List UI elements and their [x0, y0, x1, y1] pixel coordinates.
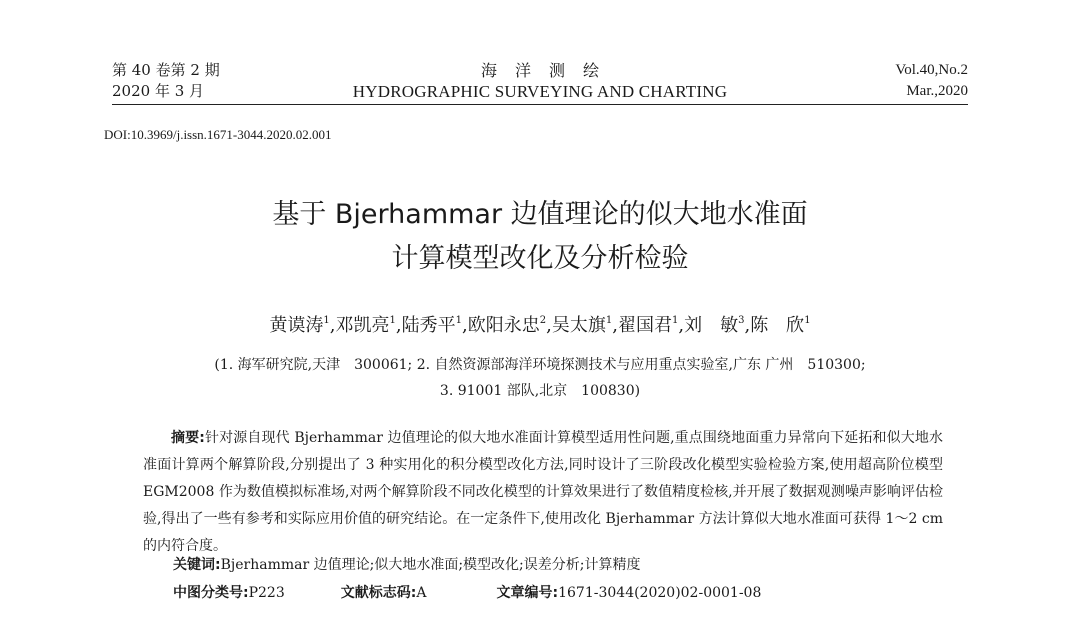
author-affiliation-mark: 1 — [323, 315, 330, 326]
doc-code-value: A — [416, 585, 427, 601]
author-affiliation-mark: 1 — [671, 315, 679, 326]
date-cn: 2020 年 3 月 — [112, 82, 205, 100]
abstract-text: 针对源自现代 Bjerhammar 边值理论的似大地水准面计算模型适用性问题,重点围绕地面重力异常向下延拓和似大地水准面计算两个解算阶段,分别提出了 3 种实用化的积分模型改化方法,同时设计了三阶段改化模型实验检验方案,使用超高阶位模型 EGM2008 作为数值模拟标准场,对两个解算阶段不同改化模型的计算效果进行了数值精度检核,并开展了数据观测噪声影响评估检验,得出了一些有参考和实际应用价值的研究结论。在一定条件下,使用改化 Bjerhammar 方法计算似大地水准面可获得 1～2 cm 的内符合度。 — [143, 430, 943, 554]
author: 翟国君$^1$ — [617, 315, 679, 336]
paper-title — [0, 193, 1080, 281]
author: 黄谟涛$^1$ — [269, 315, 330, 336]
abstract — [143, 425, 943, 560]
affiliations — [0, 352, 1080, 404]
author-affiliation-mark: 2 — [539, 315, 547, 326]
header-divider — [112, 104, 968, 105]
issue-cn: 第 40 卷第 2 期 — [112, 61, 220, 79]
author-affiliation-mark: 1 — [605, 315, 613, 326]
affiliation-line-1: (1. 海军研究院,天津 300061; 2. 自然资源部海洋环境探测技术与应用重点实验室,广东 广州 510300; — [214, 357, 866, 373]
abstract-label: 摘要: — [171, 430, 205, 446]
keywords-text: Bjerhammar 边值理论;似大地水准面;模型改化;误差分析;计算精度 — [220, 557, 641, 573]
doi: DOI:10.3969/j.issn.1671-3044.2020.02.001 — [104, 127, 332, 142]
volume-en: Vol.40,No.2 — [895, 62, 968, 78]
author: 欧阳永忠$^2$ — [467, 315, 547, 336]
keywords-label: 关键词: — [173, 557, 221, 573]
journal-volume-info — [895, 60, 968, 102]
author: 邓凯亮$^1$ — [335, 315, 396, 336]
author: 陆秀平$^1$ — [401, 315, 463, 336]
journal-name-en: HYDROGRAPHIC SURVEYING AND CHARTING — [352, 82, 728, 101]
clc-value: P223 — [248, 585, 285, 601]
title-line-1: 基于 Bjerhammar 边值理论的似大地水准面 — [272, 199, 808, 230]
author-affiliation-mark: 1 — [455, 315, 463, 326]
affiliation-line-2: 3. 91001 部队,北京 100830) — [439, 383, 641, 399]
clc-label: 中图分类号: — [173, 585, 249, 601]
keywords — [173, 555, 641, 575]
author: 吴太旗$^1$ — [551, 315, 613, 336]
author: 刘 敏$^3$ — [684, 315, 745, 336]
author-affiliation-mark: 3 — [738, 315, 745, 326]
article-number-value: 1671-3044(2020)02-0001-08 — [558, 585, 762, 601]
author: 陈 欣$^1$ — [750, 315, 811, 336]
date-en: Mar.,2020 — [906, 83, 968, 99]
classification-line — [173, 583, 761, 603]
doc-code-label: 文献标志码: — [340, 585, 417, 601]
author-affiliation-mark: 1 — [804, 315, 811, 326]
article-number-label: 文章编号: — [496, 585, 559, 601]
title-line-2: 计算模型改化及分析检验 — [391, 243, 689, 274]
author-list: 黄谟涛$^1$,邓凯亮$^1$,陆秀平$^1$,欧阳永忠$^2$,吴太旗$^1$,翟国君$^1$,刘 敏$^3$,陈 欣$^1$ — [269, 315, 811, 336]
author-affiliation-mark: 1 — [389, 315, 396, 326]
journal-name-cn: 海洋测绘 — [480, 61, 617, 80]
